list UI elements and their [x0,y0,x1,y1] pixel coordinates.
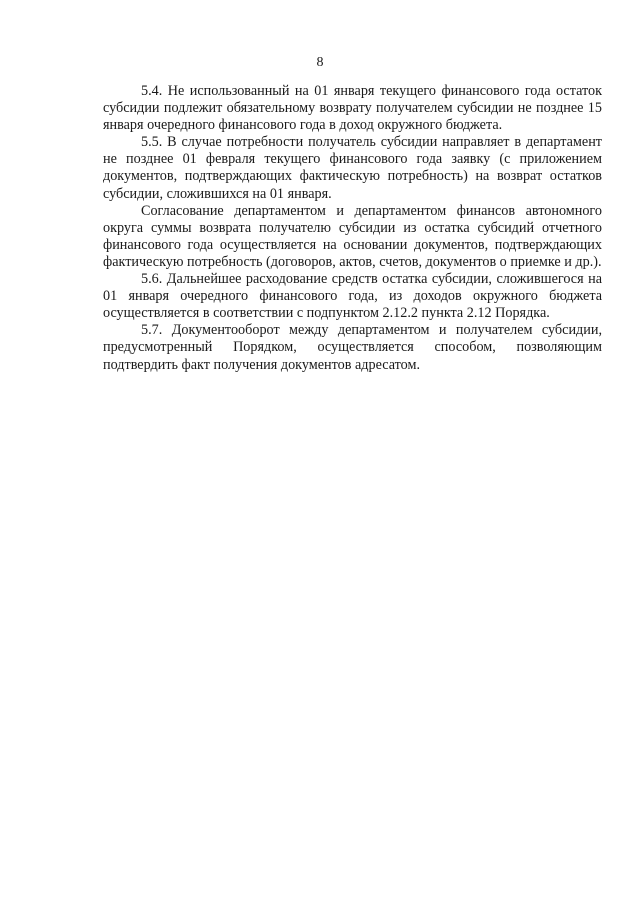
paragraph-5-7: 5.7. Документооборот между департаментом и получателем субсидии, предусмотренный Порядком, осуществляется способом, позволяющим подтвердить факт получения документов адресатом. [103,322,602,373]
paragraph-5-6: 5.6. Дальнейшее расходование средств остатка субсидии, сложившегося на 01 января очередного финансового года, из доходов окружного бюджета осуществляется в соответствии с подпунктом 2.12.2 пункта 2.12 Порядка. [103,271,602,322]
paragraph-5-4: 5.4. Не использованный на 01 января текущего финансового года остаток субсидии подлежит обязательному возврату получателем субсидии не позднее 15 января очередного финансового года в доход окружного бюджета. [103,83,602,134]
paragraph-approval: Согласование департаментом и департаментом финансов автономного округа суммы возврата получателю субсидии из остатка субсидий отчетного финансового года осуществляется на основании документов, подтверждающих фактическую потребность (договоров, актов, счетов, документов о приемке и др.). [103,202,602,270]
document-body [103,83,602,374]
page-number: 8 [316,55,324,70]
paragraph-5-5: 5.5. В случае потребности получатель субсидии направляет в департамент не позднее 01 февраля текущего финансового года заявку (с приложением документов, подтверждающих фактическую потребность) на возврат остатков субсидии, сложившихся на 01 января. [103,134,602,202]
